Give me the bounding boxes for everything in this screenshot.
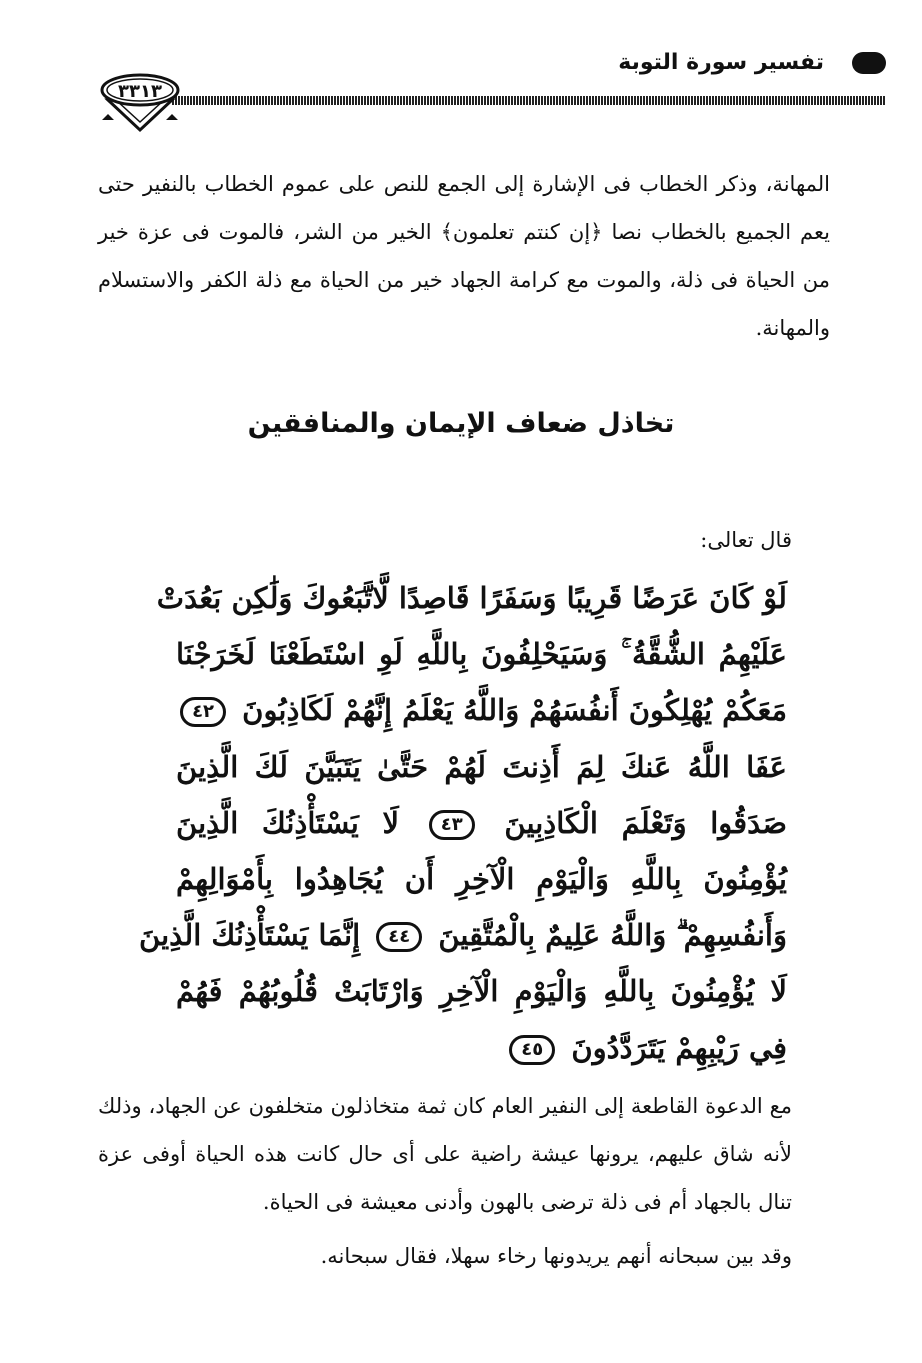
header-rule xyxy=(172,96,886,105)
commentary-paragraph-2: مع الدعوة القاطعة إلى النفير العام كان ثمة متخاذلون متخلفون عن الجهاد، وذلك لأنه شاق عليهم، يرونها عيشة راضية على أى حال كانت هذه الحياة أوفى عزة تنال بالجهاد أم فى ذلة ترضى بالهون وأدنى معيشة فى الحياة. xyxy=(98,1094,792,1214)
verse-text: عَلَيْهِمُ الشُّقَّةُ ۚ وَسَيَحْلِفُونَ بِاللَّهِ لَوِ اسْتَطَعْنَا لَخَرَجْنَا xyxy=(176,637,787,672)
verse-text: مَعَكُمْ يُهْلِكُونَ أَنفُسَهُمْ وَاللَّهُ يَعْلَمُ إِنَّهُمْ لَكَاذِبُونَ xyxy=(242,693,787,728)
verse-line xyxy=(176,795,787,851)
verse-line xyxy=(176,626,787,682)
page-number: ٣٣١٣ xyxy=(118,81,162,102)
verse-text: عَفَا اللَّهُ عَنكَ لِمَ أَذِنتَ لَهُمْ حَتَّىٰ يَتَبَيَّنَ لَكَ الَّذِينَ xyxy=(176,749,787,784)
verse-text: لَوْ كَانَ عَرَضًا قَرِيبًا وَسَفَرًا قَاصِدًا لَّاتَّبَعُوكَ وَلَٰكِن بَعُدَتْ xyxy=(156,581,787,615)
verse-text: لَا يُؤْمِنُونَ بِاللَّهِ وَالْيَوْمِ الْآخِرِ وَارْتَابَتْ قُلُوبُهُمْ فَهُمْ xyxy=(176,974,787,1009)
ayah-number-marker: ٤٢ xyxy=(180,697,226,727)
verse-line xyxy=(156,570,787,626)
verse-line xyxy=(176,963,787,1019)
verse-text: فِي رَيْبِهِمْ يَتَرَدَّدُونَ xyxy=(571,1030,787,1065)
section-heading: تخاذل ضعاف الإيمان والمنافقين xyxy=(247,408,675,439)
commentary-paragraph: المهانة، وذكر الخطاب فى الإشارة إلى الجمع للنص على عموم الخطاب بالنفير حتى يعم الجميع بالخطاب نصا ﴿إن كنتم تعلمون﴾ الخير من الشر، فالموت فى عزة خير من الحياة فى ذلة، والموت مع كرامة الجهاد خير من الحياة مع ذلة الكفر والاستسلام والمهانة. xyxy=(98,172,830,340)
verse-line xyxy=(139,907,787,963)
verse-text: صَدَقُوا وَتَعْلَمَ الْكَاذِبِينَ xyxy=(504,805,787,840)
verse-text: وَأَنفُسِهِمْ ۗ وَاللَّهُ عَلِيمٌ بِالْمُتَّقِينَ xyxy=(438,918,787,953)
ayah-number-marker: ٤٥ xyxy=(509,1035,555,1065)
ayah-number-marker: ٤٣ xyxy=(429,810,475,840)
verse-line xyxy=(176,739,787,795)
quran-verse-block xyxy=(139,570,787,1076)
verse-intro-label: قال تعالى: xyxy=(700,528,792,552)
verse-text: يُؤْمِنُونَ بِاللَّهِ وَالْيَوْمِ الْآخِرِ أَن يُجَاهِدُوا بِأَمْوَالِهِمْ xyxy=(176,861,787,896)
verse-line xyxy=(176,1020,787,1076)
verse-text-continued: لَا يَسْتَأْذِنُكَ الَّذِينَ xyxy=(176,805,400,840)
running-header-title: تفسير سورة التوبة xyxy=(618,50,824,75)
verse-line xyxy=(176,851,787,907)
commentary-paragraph-3: وقد بين سبحانه أنهم يريدونها رخاء سهلا، فقال سبحانه. xyxy=(320,1244,792,1268)
verse-line xyxy=(176,682,787,738)
ayah-number-marker: ٤٤ xyxy=(376,922,422,952)
verse-text-continued: إِنَّمَا يَسْتَأْذِنُكَ الَّذِينَ xyxy=(139,918,361,953)
header-bullet-icon xyxy=(852,52,886,74)
